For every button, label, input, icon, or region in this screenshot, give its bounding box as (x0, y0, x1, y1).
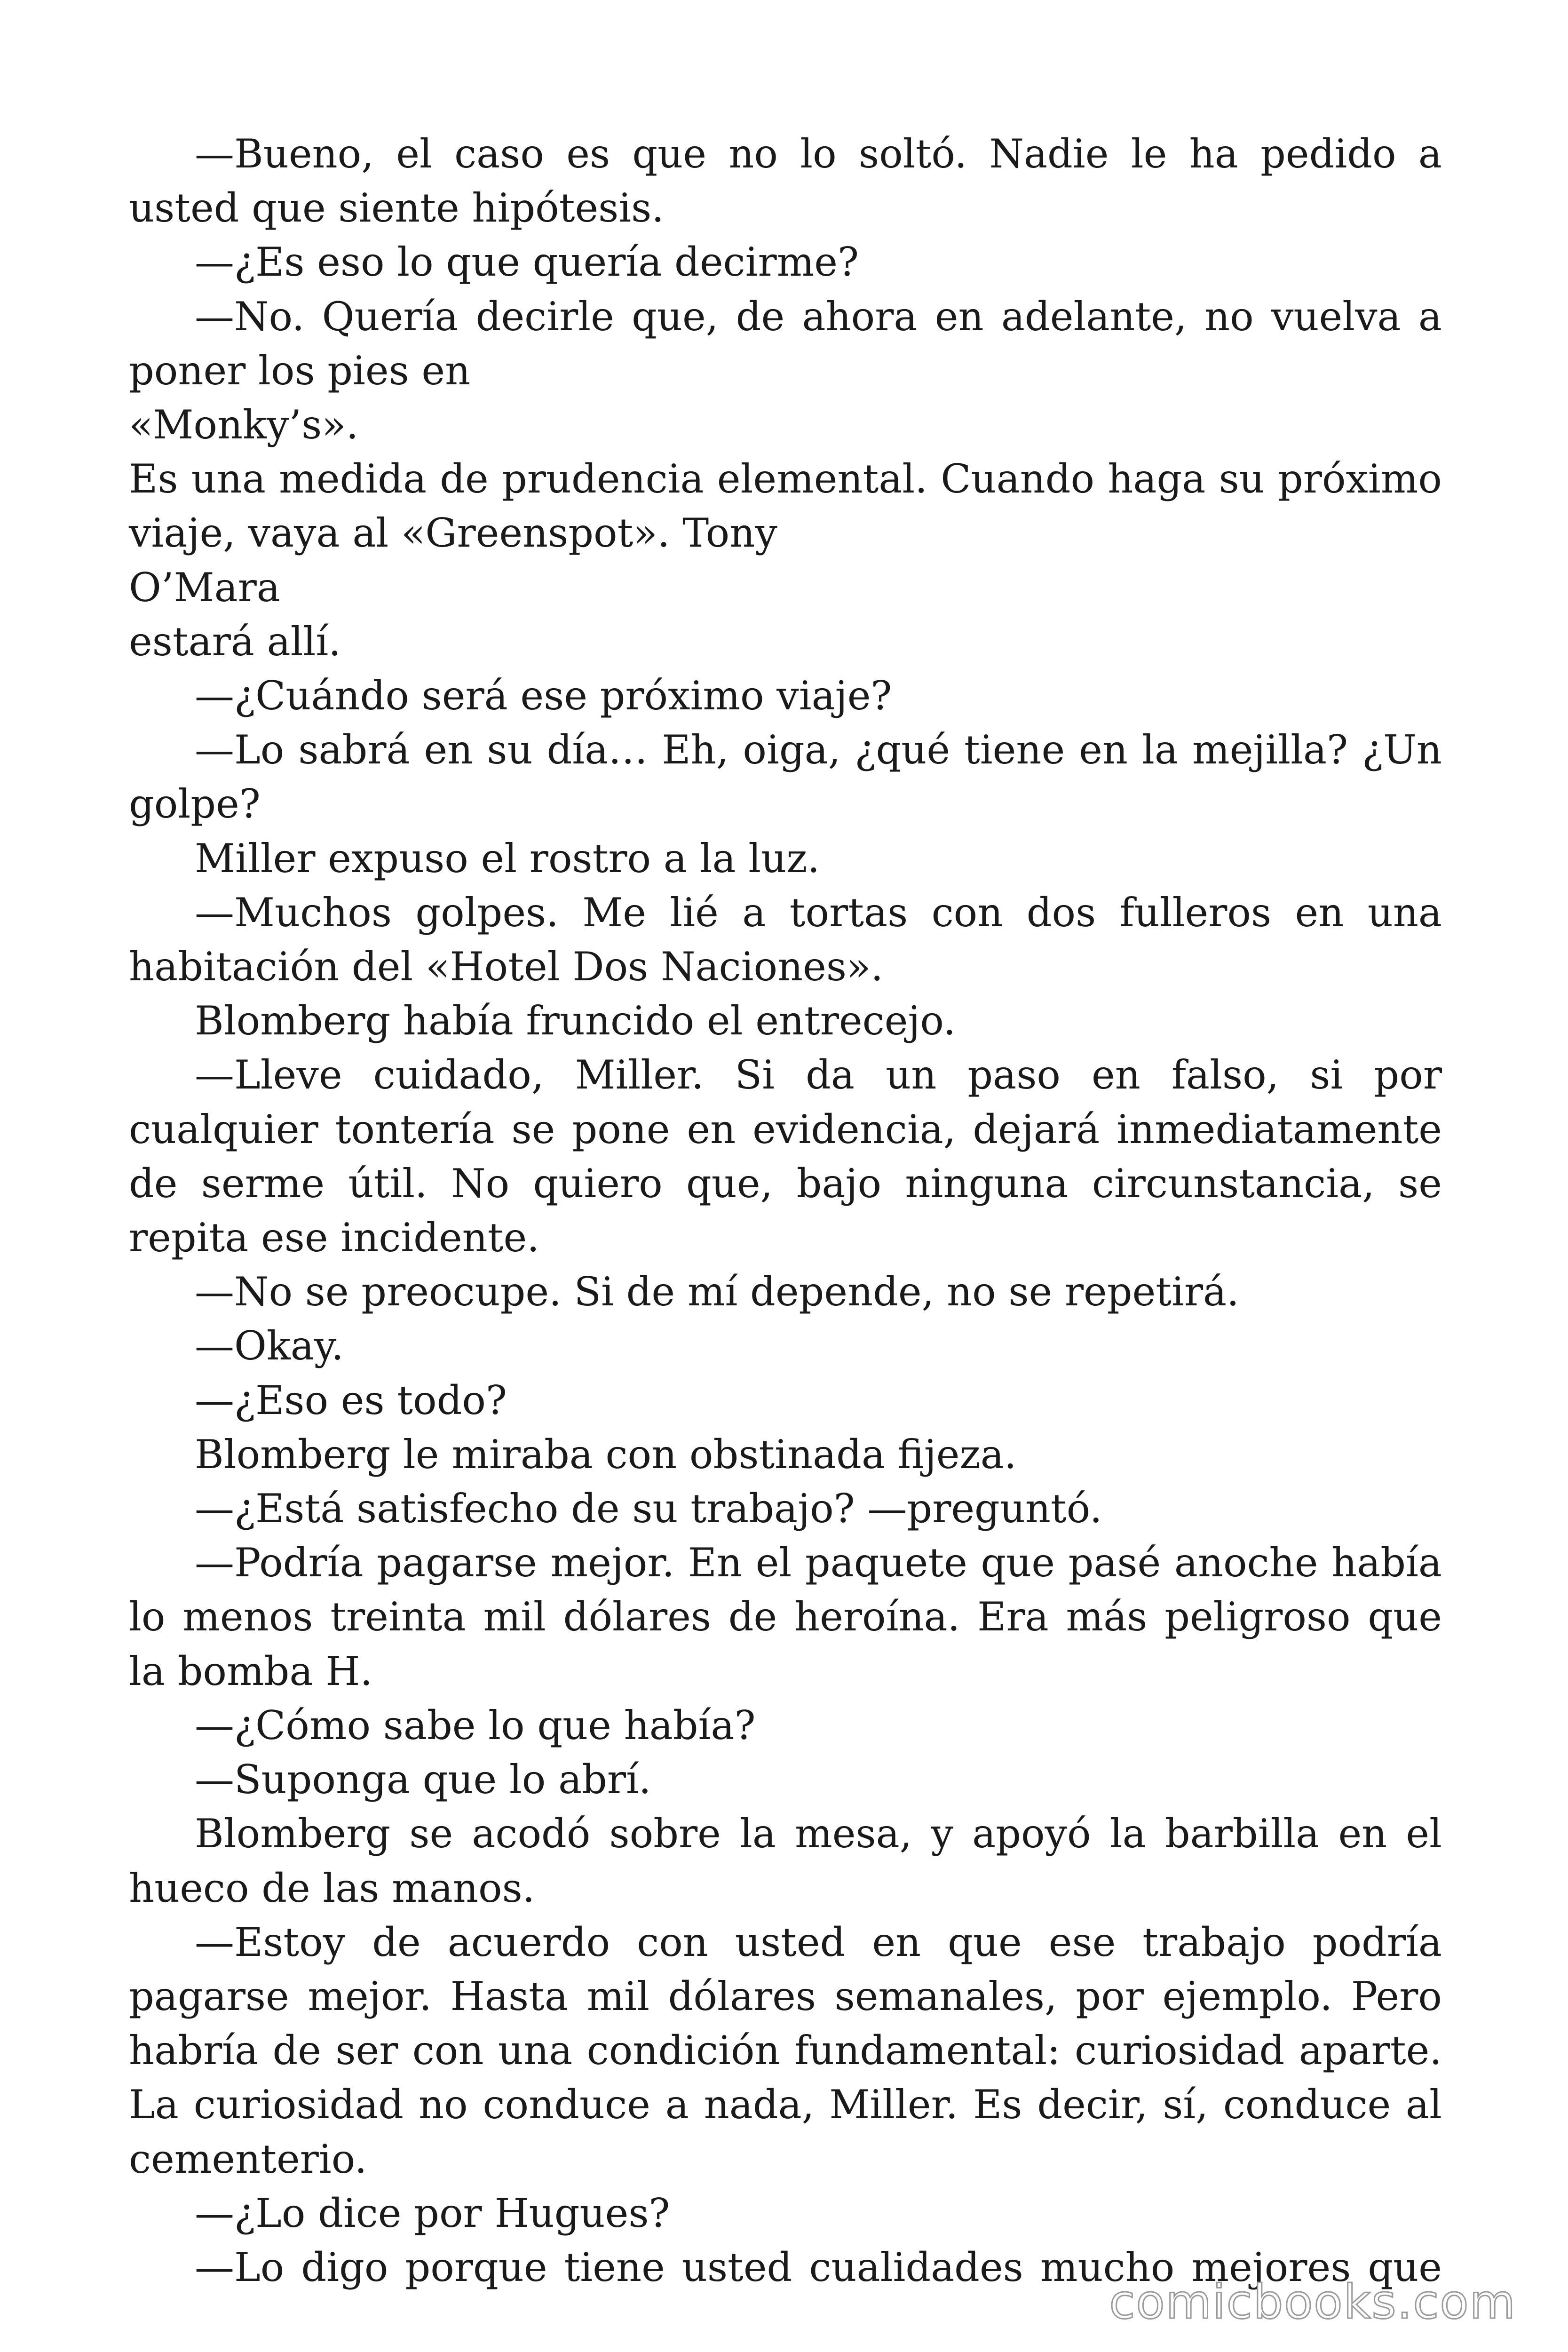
page-body (129, 127, 1442, 2295)
paragraph: «Monky’s». (129, 402, 359, 448)
paragraph: —Suponga que lo abrí. (195, 1756, 651, 1803)
paragraph: Blomberg se acodó sobre la mesa, y apoyó la barbilla en el hueco de las manos. (129, 1811, 1442, 1911)
paragraph: estará allí. (129, 618, 341, 665)
paragraph: —¿Cómo sabe lo que había? (195, 1702, 756, 1748)
paragraph: —Okay. (195, 1323, 344, 1369)
paragraph: —Lleve cuidado, Miller. Si da un paso en falso, si por cualquier tontería se pone en evidencia, dejará inmediatamente de serme útil. No quiero que, bajo ninguna circunstancia, se repita ese incidente. (129, 1052, 1442, 1261)
paragraph: —¿Eso es todo? (195, 1377, 507, 1423)
paragraph: —¿Es eso lo que quería decirme? (195, 239, 859, 286)
paragraph: —Estoy de acuerdo con usted en que ese trabajo podría pagarse mejor. Hasta mil dólares semanales, por ejemplo. Pero habría de ser con una condición fundamental: curiosidad aparte. La curiosidad no conduce a nada, Miller. Es decir, sí, conduce al cementerio. (129, 1919, 1442, 2182)
paragraph: Blomberg le miraba con obstinada fijeza. (195, 1431, 1017, 1478)
paragraph: O’Mara (129, 564, 280, 611)
paragraph: —No se preocupe. Si de mí depende, no se repetirá. (195, 1269, 1239, 1315)
paragraph: —Podría pagarse mejor. En el paquete que pasé anoche había lo menos treinta mil dólares de heroína. Era más peligroso que la bomba H. (129, 1540, 1442, 1694)
paragraph: —No. Quería decirle que, de ahora en adelante, no vuelva a poner los pies en (129, 293, 1442, 394)
paragraph: —¿Está satisfecho de su trabajo? —preguntó. (195, 1486, 1102, 1532)
paragraph: —¿Cuándo será ese próximo viaje? (195, 673, 892, 719)
paragraph: Blomberg había fruncido el entrecejo. (195, 998, 956, 1044)
paragraph: —Lo sabrá en su día… Eh, oiga, ¿qué tiene en la mejilla? ¿Un golpe? (129, 727, 1442, 827)
paragraph: —Bueno, el caso es que no lo soltó. Nadie le ha pedido a usted que siente hipótesis. (129, 131, 1442, 231)
watermark: comicbooks.com (1109, 2274, 1516, 2329)
paragraph: —Muchos golpes. Me lié a tortas con dos fulleros en una habitación del «Hotel Dos Naciones». (129, 889, 1442, 990)
paragraph: Es una medida de prudencia elemental. Cuando haga su próximo viaje, vaya al «Greenspot». Tony (129, 456, 1442, 556)
paragraph: Miller expuso el rostro a la luz. (195, 835, 820, 882)
paragraph: —¿Lo dice por Hugues? (195, 2190, 670, 2236)
paragraph: —Lo digo porque tiene usted cualidades mucho mejores que (195, 2244, 1442, 2290)
